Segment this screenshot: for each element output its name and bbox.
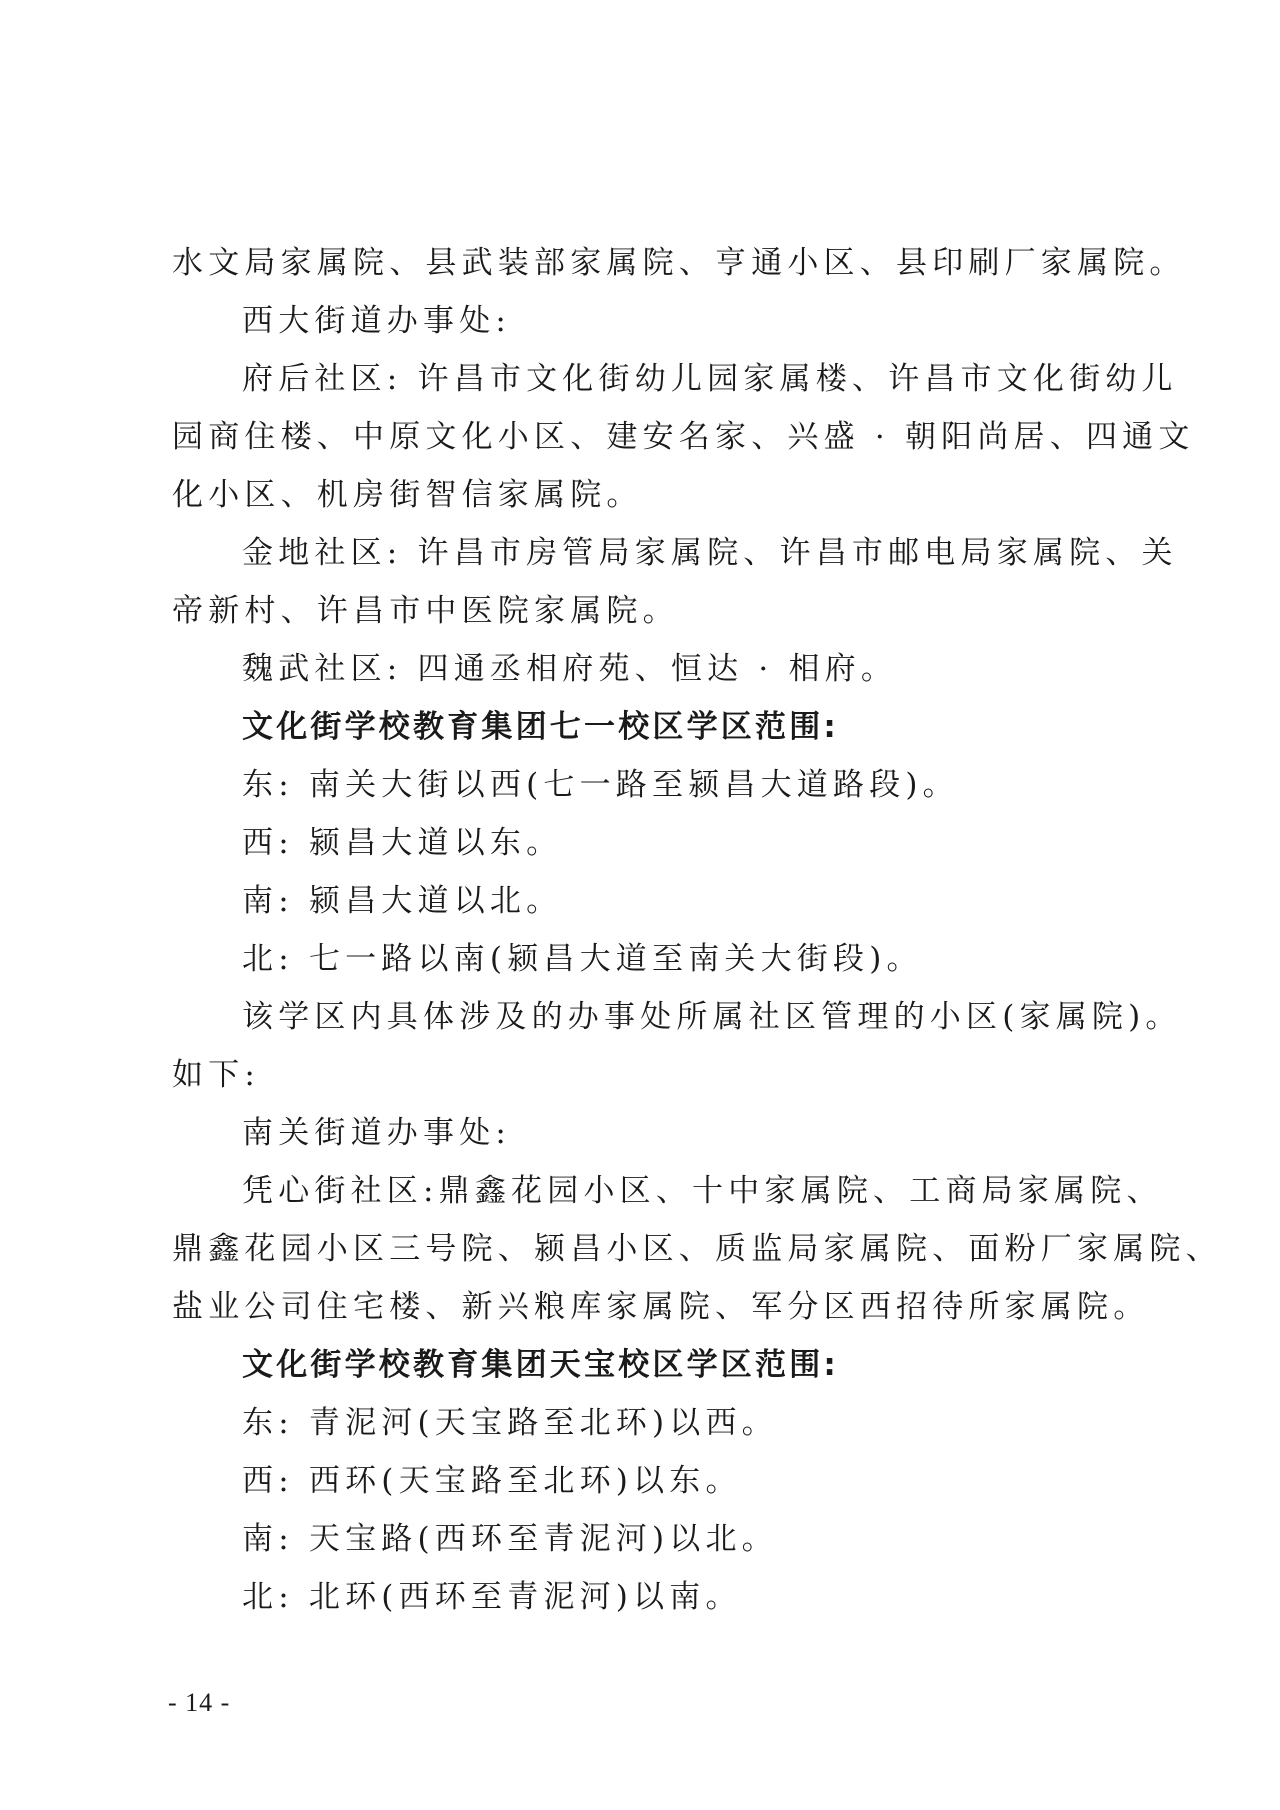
text-line: 府后社区: 许昌市文化街幼儿园家属楼、许昌市文化街幼儿: [242, 361, 1178, 397]
section-heading: 文化街学校教育集团天宝校区学区范围:: [242, 1347, 839, 1383]
boundary-west: 西: 颍昌大道以东。: [242, 825, 563, 861]
boundary-south: 南: 颍昌大道以北。: [242, 883, 563, 919]
text-line: 魏武社区: 四通丞相府苑、恒达 · 相府。: [242, 651, 898, 687]
boundary-west: 西: 西环(天宝路至北环)以东。: [242, 1463, 742, 1499]
boundary-north: 北: 七一路以南(颍昌大道至南关大街段)。: [242, 941, 923, 977]
page-number: - 14 -: [168, 1688, 231, 1717]
boundary-east: 东: 南关大街以西(七一路至颍昌大道路段)。: [242, 767, 959, 803]
text-line: 水文局家属院、县武装部家属院、亨通小区、县印刷厂家属院。: [172, 245, 1186, 281]
text-line: 盐业公司住宅楼、新兴粮库家属院、军分区西招待所家属院。: [172, 1289, 1150, 1325]
text-line: 凭心街社区:鼎鑫花园小区、十中家属院、工商局家属院、: [242, 1173, 1163, 1209]
office-heading: 西大街道办事处:: [242, 303, 512, 339]
boundary-north: 北: 北环(西环至青泥河)以南。: [242, 1579, 742, 1615]
office-heading: 南关街道办事处:: [242, 1115, 512, 1151]
text-line: 该学区内具体涉及的办事处所属社区管理的小区(家属院)。: [242, 999, 1182, 1035]
text-line: 鼎鑫花园小区三号院、颍昌小区、质监局家属院、面粉厂家属院、: [172, 1231, 1222, 1267]
text-line: 帝新村、许昌市中医院家属院。: [172, 593, 679, 629]
document-body: [172, 234, 1222, 1626]
text-line: 园商住楼、中原文化小区、建安名家、兴盛 · 朝阳尚居、四通文: [172, 419, 1195, 455]
text-line: 金地社区: 许昌市房管局家属院、许昌市邮电局家属院、关: [242, 535, 1178, 571]
text-line: 化小区、机房街智信家属院。: [172, 477, 643, 513]
boundary-east: 东: 青泥河(天宝路至北环)以西。: [242, 1405, 778, 1441]
text-line: 如下:: [172, 1057, 261, 1093]
boundary-south: 南: 天宝路(西环至青泥河)以北。: [242, 1521, 778, 1557]
section-heading: 文化街学校教育集团七一校区学区范围:: [242, 709, 839, 745]
